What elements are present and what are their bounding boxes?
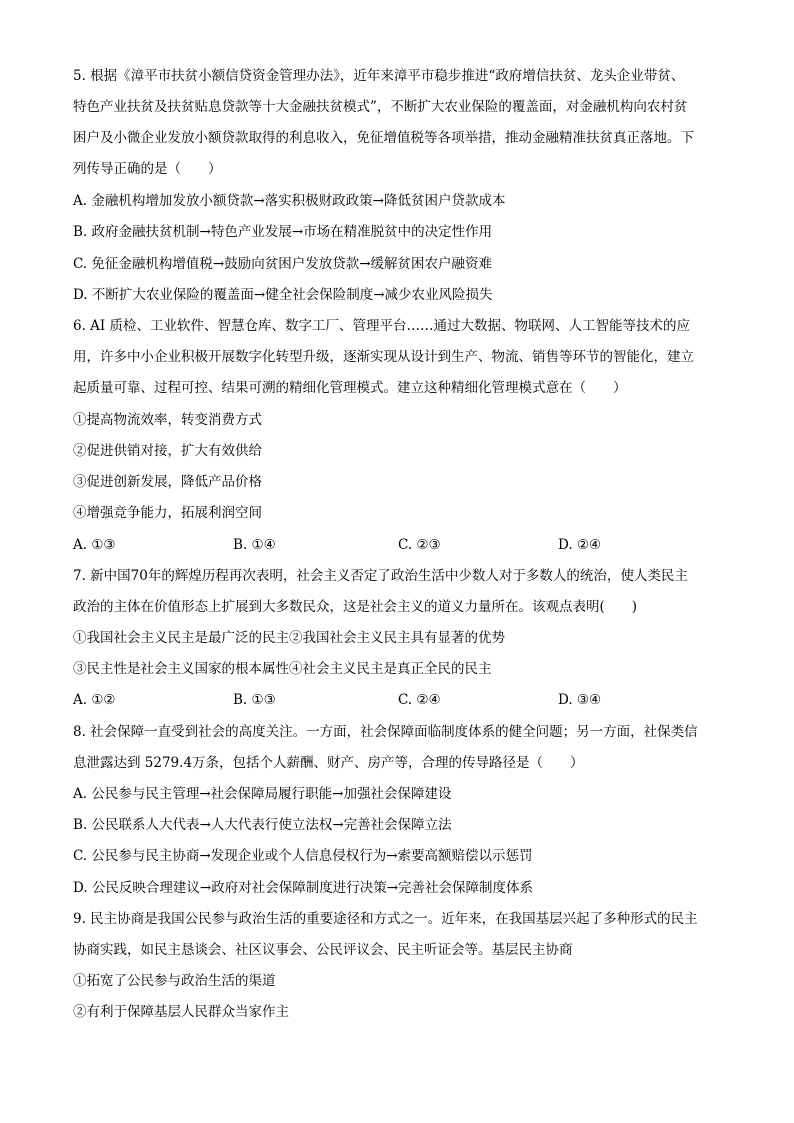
question-7-option-b: B. ①③ [233, 692, 276, 708]
question-6-statement-4: ④增强竞争能力，拓展利润空间 [73, 505, 262, 521]
question-6-statement-2: ②促进供销对接，扩大有效供给 [73, 443, 262, 459]
question-7-statements-2: ③民主性是社会主义国家的根本属性④社会主义民主是真正全民的民主 [73, 661, 492, 677]
question-5-choice-d: D. 不断扩大农业保险的覆盖面→健全社会保险制度→减少农业风险损失 [73, 287, 493, 303]
question-7-option-c: C. ②④ [398, 692, 441, 708]
question-8-choice-b: B. 公民联系人大代表→人大代表行使立法权→完善社会保障立法 [73, 817, 452, 833]
question-6-stem-line-1: 6. AI 质检、工业软件、智慧仓库、数字工厂、管理平台……通过大数据、物联网、人工智能等技术的应 [73, 318, 691, 334]
question-5-choice-c: C. 免征金融机构增值税→鼓励向贫困户发放贷款→缓解贫困农户融资难 [73, 256, 493, 272]
question-9-statement-2: ②有利于保障基层人民群众当家作主 [73, 1004, 289, 1020]
question-5-choice-b: B. 政府金融扶贫机制→特色产业发展→市场在精准脱贫中的决定性作用 [73, 224, 493, 240]
question-6-stem-line-2: 用，许多中小企业积极开展数字化转型升级，逐渐实现从设计到生产、物流、销售等环节的智能化，建立 [73, 349, 694, 365]
question-9-statement-1: ①拓宽了公民参与政治生活的渠道 [73, 973, 276, 989]
question-6-option-b: B. ①④ [233, 537, 276, 553]
question-6-option-a: A. ①③ [73, 537, 116, 553]
question-6-statement-3: ③促进创新发展，降低产品价格 [73, 474, 262, 490]
question-6-option-c: C. ②③ [398, 537, 441, 553]
question-8-choice-a: A. 公民参与民主管理→社会保障局履行职能→加强社会保障建设 [73, 786, 452, 802]
question-9-stem-line-2: 协商实践，如民主恳谈会、社区议事会、公民评议会、民主听证会等。基层民主协商 [73, 942, 573, 958]
question-7-stem-line-2: 政治的主体在价值形态上扩展到大多数民众，这是社会主义的道义力量所在。该观点表明( ) [73, 599, 638, 615]
question-8-choice-d: D. 公民反映合理建议→政府对社会保障制度进行决策→完善社会保障制度体系 [73, 880, 534, 896]
question-7-option-d: D. ③④ [558, 692, 602, 708]
question-7-option-a: A. ①② [73, 692, 116, 708]
question-5-choice-a: A. 金融机构增加发放小额贷款→落实积极财政政策→降低贫困户贷款成本 [73, 193, 506, 209]
question-9-stem-line-1: 9. 民主协商是我国公民参与政治生活的重要途径和方式之一。近年来，在我国基层兴起了多种形式的民主 [73, 911, 698, 927]
question-5-stem-line-2: 特色产业扶贫及扶贫贴息贷款等十大金融扶贫模式”，不断扩大农业保险的覆盖面，对金融机构向农村贫 [73, 99, 688, 115]
question-5-stem-line-4: 列传导正确的是（ ） [73, 161, 222, 177]
question-6-stem-line-3: 起质量可靠、过程可控、结果可溯的精细化管理模式。建立这种精细化管理模式意在（ ） [73, 380, 627, 396]
question-8-stem-line-2: 息泄露达到 5279.4万条，包括个人薪酬、财产、房产等，合理的传导路径是（ ） [73, 755, 584, 771]
question-6-option-d: D. ②④ [558, 537, 602, 553]
question-7-statements-1: ①我国社会主义民主是最广泛的民主②我国社会主义民主具有显著的优势 [73, 630, 505, 646]
question-8-choice-c: C. 公民参与民主协商→发现企业或个人信息侵权行为→索要高额赔偿以示惩罚 [73, 848, 533, 864]
question-8-stem-line-1: 8. 社会保障一直受到社会的高度关注。一方面，社会保障面临制度体系的健全问题；另一方面，社保类信 [73, 724, 698, 740]
question-5-stem-line-3: 困户及小微企业发放小额贷款取得的利息收入，免征增值税等各项举措，推动金融精准扶贫真正落地。下 [73, 130, 694, 146]
question-5-stem-line-1: 5. 根据《漳平市扶贫小额信贷资金管理办法》，近年来漳平市稳步推进“政府增信扶贫、龙头企业带贫、 [73, 68, 685, 84]
question-7-stem-line-1: 7. 新中国70年的辉煌历程再次表明，社会主义否定了政治生活中少数人对于多数人的统治，使人类民主 [73, 568, 688, 584]
question-6-statement-1: ①提高物流效率，转变消费方式 [73, 412, 262, 428]
